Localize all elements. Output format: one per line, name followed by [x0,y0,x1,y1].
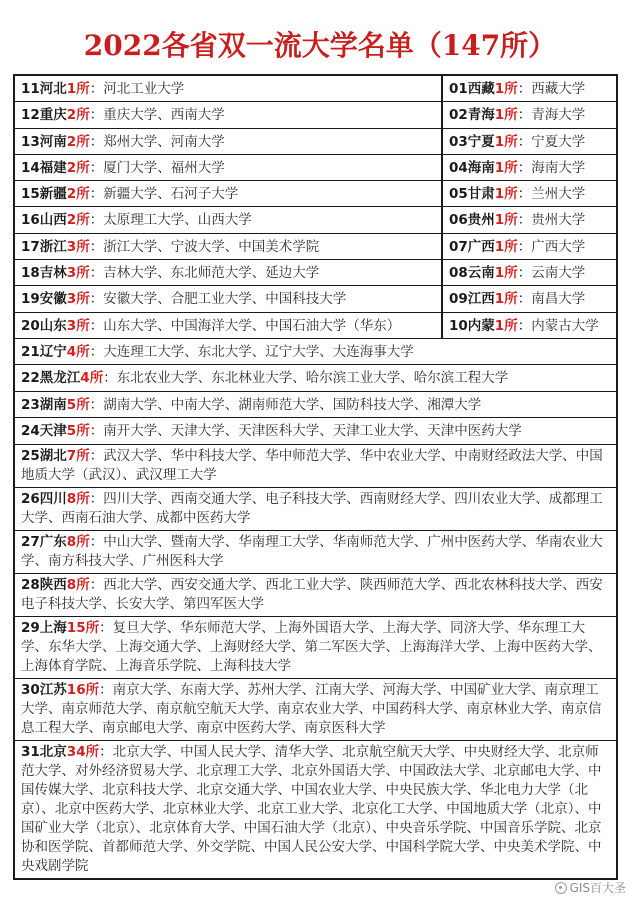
university-list: 兰州大学 [531,186,586,203]
separator: ： [89,133,104,150]
page-title: 2022各省双一流大学名单（147所） [83,29,557,62]
province-code: 26四川 [21,490,67,507]
university-count: 1所 [494,159,518,176]
province-cell [15,313,443,338]
university-list: 贵州大学 [531,212,586,229]
watermark-text: GIS百大圣 [569,881,626,895]
province-code: 22黑龙江 [21,370,81,387]
province-code: 08云南 [449,265,495,282]
separator: ： [89,265,104,282]
separator: ： [89,343,104,360]
university-list: 宁夏大学 [531,133,586,150]
university-list: 内蒙古大学 [531,317,599,334]
table-row [15,741,616,878]
university-count: 3所 [66,317,90,334]
university-list: 西北大学、西安交通大学、西北工业大学、陕西师范大学、西北农林科技大学、西安电子科技大学、长安大学、第四军医大学 [21,576,603,612]
university-list: 山东大学、中国海洋大学、中国石油大学（华东） [103,317,401,334]
province-cell [15,365,616,391]
separator: ： [89,238,104,255]
university-count: 3所 [66,265,90,282]
university-count: 1所 [494,317,518,334]
university-list: 安徽大学、合肥工业大学、中国科技大学 [103,291,347,308]
province-cell [443,129,616,154]
separator: ： [89,81,104,97]
separator: ： [99,743,113,760]
table-row [15,129,616,155]
table-row [15,679,616,741]
separator: ： [89,317,104,334]
separator: ： [517,107,532,124]
separator: ： [517,291,532,308]
province-cell [15,129,443,154]
table-row [15,531,616,574]
watermark [555,879,626,896]
province-code: 25湖北 [21,447,67,464]
province-code: 07广西 [449,238,495,255]
province-cell [443,155,616,180]
table-row [15,574,616,617]
table-row [15,234,616,260]
separator: ： [103,370,117,387]
university-list: 西藏大学 [531,81,586,97]
province-cell [15,286,443,311]
table-row [15,286,616,312]
table-row [15,155,616,181]
university-count: 4所 [66,343,90,360]
university-list: 新疆大学、石河子大学 [103,186,239,203]
province-cell [15,741,616,878]
university-list: 河北工业大学 [103,81,185,97]
university-count: 2所 [66,159,90,176]
separator: ： [517,212,532,229]
province-code: 09江西 [449,291,495,308]
university-count: 1所 [494,133,518,150]
table-row [15,260,616,286]
separator: ： [517,159,532,176]
university-count: 1所 [66,81,90,97]
university-count: 15所 [66,619,100,636]
university-count: 2所 [66,186,90,203]
separator: ： [89,576,104,593]
university-count: 3所 [66,291,90,308]
watermark-logo-icon [555,882,567,894]
university-count: 16所 [66,681,100,698]
university-list: 南京大学、东南大学、苏州大学、江南大学、河海大学、中国矿业大学、南京理工大学、南京师范大学、南京航空航天大学、南京农业大学、中国药科大学、南京林业大学、南京信息工程大学、南京邮电大学、南京中医药大学、南京医科大学 [21,681,602,736]
province-code: 14福建 [21,159,67,176]
province-code: 29上海 [21,619,67,636]
table-row [15,102,616,128]
university-list: 复旦大学、华东师范大学、上海外国语大学、上海大学、同济大学、华东理工大学、东华大学、上海交通大学、上海财经大学、第二军医大学、上海海洋大学、上海中医药大学、上海体育学院、上海音乐学院、上海科技大学 [21,619,602,674]
separator: ： [89,159,104,176]
university-count: 1所 [494,186,518,203]
university-count: 8所 [66,576,90,593]
university-list: 郑州大学、河南大学 [103,133,225,150]
university-list: 广西大学 [531,238,586,255]
province-code: 02青海 [449,107,495,124]
province-code: 16山西 [21,212,67,229]
province-cell [443,260,616,285]
province-code: 01西藏 [449,81,495,97]
province-cell [15,207,443,232]
province-code: 13河南 [21,133,67,150]
province-cell [15,617,616,678]
university-list: 南昌大学 [531,291,586,308]
province-code: 30江苏 [21,681,67,698]
table-row [15,488,616,531]
university-count: 3所 [66,238,90,255]
table-row [15,392,616,419]
university-count: 2所 [66,133,90,150]
province-cell [443,181,616,206]
table-row [15,339,616,366]
province-cell [443,207,616,232]
province-cell [15,418,616,444]
province-cell [15,155,443,180]
province-cell [15,488,616,530]
university-list: 湖南大学、中南大学、湖南师范大学、国防科技大学、湘潭大学 [103,396,482,413]
separator: ： [89,291,104,308]
province-code: 21辽宁 [21,343,67,360]
province-code: 24天津 [21,423,67,440]
separator: ： [517,317,532,334]
province-code: 11河北 [21,81,67,97]
province-cell [15,260,443,285]
university-list: 厦门大学、福州大学 [103,159,225,176]
province-cell [15,392,616,418]
table-row [15,418,616,445]
separator: ： [517,186,532,203]
university-count: 7所 [66,447,90,464]
university-list: 太原理工大学、山西大学 [103,212,252,229]
separator: ： [89,212,104,229]
province-cell [15,339,616,365]
province-code: 10内蒙 [449,317,495,334]
province-cell [443,76,616,101]
university-count: 34所 [66,743,100,760]
table-row [15,313,616,339]
table-row [15,445,616,488]
university-list: 东北农业大学、东北林业大学、哈尔滨工业大学、哈尔滨工程大学 [116,370,509,387]
university-count: 2所 [66,107,90,124]
university-count: 4所 [80,370,104,387]
province-cell [15,102,443,127]
province-cell [15,76,443,101]
province-cell [15,181,443,206]
separator: ： [517,265,532,282]
province-code: 03宁夏 [449,133,495,150]
separator: ： [517,133,532,150]
province-cell [15,234,443,259]
university-list: 吉林大学、东北师范大学、延边大学 [103,265,320,282]
province-code: 20山东 [21,317,67,334]
university-count: 5所 [66,396,90,413]
province-code: 18吉林 [21,265,67,282]
separator: ： [99,619,113,636]
university-list: 浙江大学、宁波大学、中国美术学院 [103,238,320,255]
university-count: 2所 [66,212,90,229]
province-code: 15新疆 [21,186,67,203]
university-list: 海南大学 [531,159,586,176]
province-code: 17浙江 [21,238,67,255]
separator: ： [517,81,532,97]
separator: ： [89,186,104,203]
university-list: 四川大学、西南交通大学、电子科技大学、西南财经大学、四川农业大学、成都理工大学、西南石油大学、成都中医药大学 [21,490,603,526]
province-code: 04海南 [449,159,495,176]
university-count: 5所 [66,423,90,440]
university-list: 中山大学、暨南大学、华南理工大学、华南师范大学、广州中医药大学、华南农业大学、南方科技大学、广州医科大学 [21,533,603,569]
university-list: 重庆大学、西南大学 [103,107,225,124]
separator: ： [89,447,104,464]
university-table [13,74,618,880]
university-count: 1所 [494,212,518,229]
province-code: 27广东 [21,533,67,550]
table-row [15,207,616,233]
university-count: 1所 [494,238,518,255]
province-cell [443,234,616,259]
province-code: 28陕西 [21,576,67,593]
university-list: 云南大学 [531,265,586,282]
separator: ： [89,107,104,124]
province-code: 19安徽 [21,291,67,308]
province-cell [15,679,616,740]
separator: ： [89,396,104,413]
university-list: 大连理工大学、东北大学、辽宁大学、大连海事大学 [103,343,414,360]
province-cell [15,445,616,487]
table-row [15,76,616,102]
separator: ： [99,681,113,698]
university-list: 南开大学、天津大学、天津医科大学、天津工业大学、天津中医药大学 [103,423,522,440]
university-count: 1所 [494,107,518,124]
province-cell [443,313,616,338]
university-list: 北京大学、中国人民大学、清华大学、北京航空航天大学、中央财经大学、北京师范大学、对外经济贸易大学、北京理工大学、北京外国语大学、中国政法大学、北京邮电大学、中国传媒大学、北京科技大学、北京交通大学、中国农业大学、中央民族大学、华北电力大学（北京）、北京中医药大学、北京林业大学、北京工业大学、北京化工大学、中国地质大学（北京）、中国矿业大学（北京）、北京体育大学、中国石油大学（北京）、中央音乐学院、中国音乐学院、北京协和医学院、首都师范大学、外交学院、中国人民公安大学、中国科学院大学、中央美术学院、中央戏剧学院 [21,743,602,874]
province-cell [443,102,616,127]
separator: ： [517,238,532,255]
separator: ： [89,490,104,507]
university-count: 8所 [66,533,90,550]
province-code: 31北京 [21,743,67,760]
separator: ： [89,423,104,440]
university-count: 1所 [494,265,518,282]
university-list: 青海大学 [531,107,586,124]
province-cell [443,286,616,311]
province-cell [15,531,616,573]
table-row [15,617,616,679]
university-count: 1所 [494,81,518,97]
province-code: 05甘肃 [449,186,495,203]
province-code: 06贵州 [449,212,495,229]
university-count: 8所 [66,490,90,507]
university-list: 武汉大学、华中科技大学、华中师范大学、华中农业大学、中南财经政法大学、中国地质大学（武汉）、武汉理工大学 [21,447,603,483]
separator: ： [89,533,104,550]
province-code: 23湖南 [21,396,67,413]
province-cell [15,574,616,616]
province-code: 12重庆 [21,107,67,124]
table-row [15,181,616,207]
table-row [15,365,616,392]
university-count: 1所 [494,291,518,308]
